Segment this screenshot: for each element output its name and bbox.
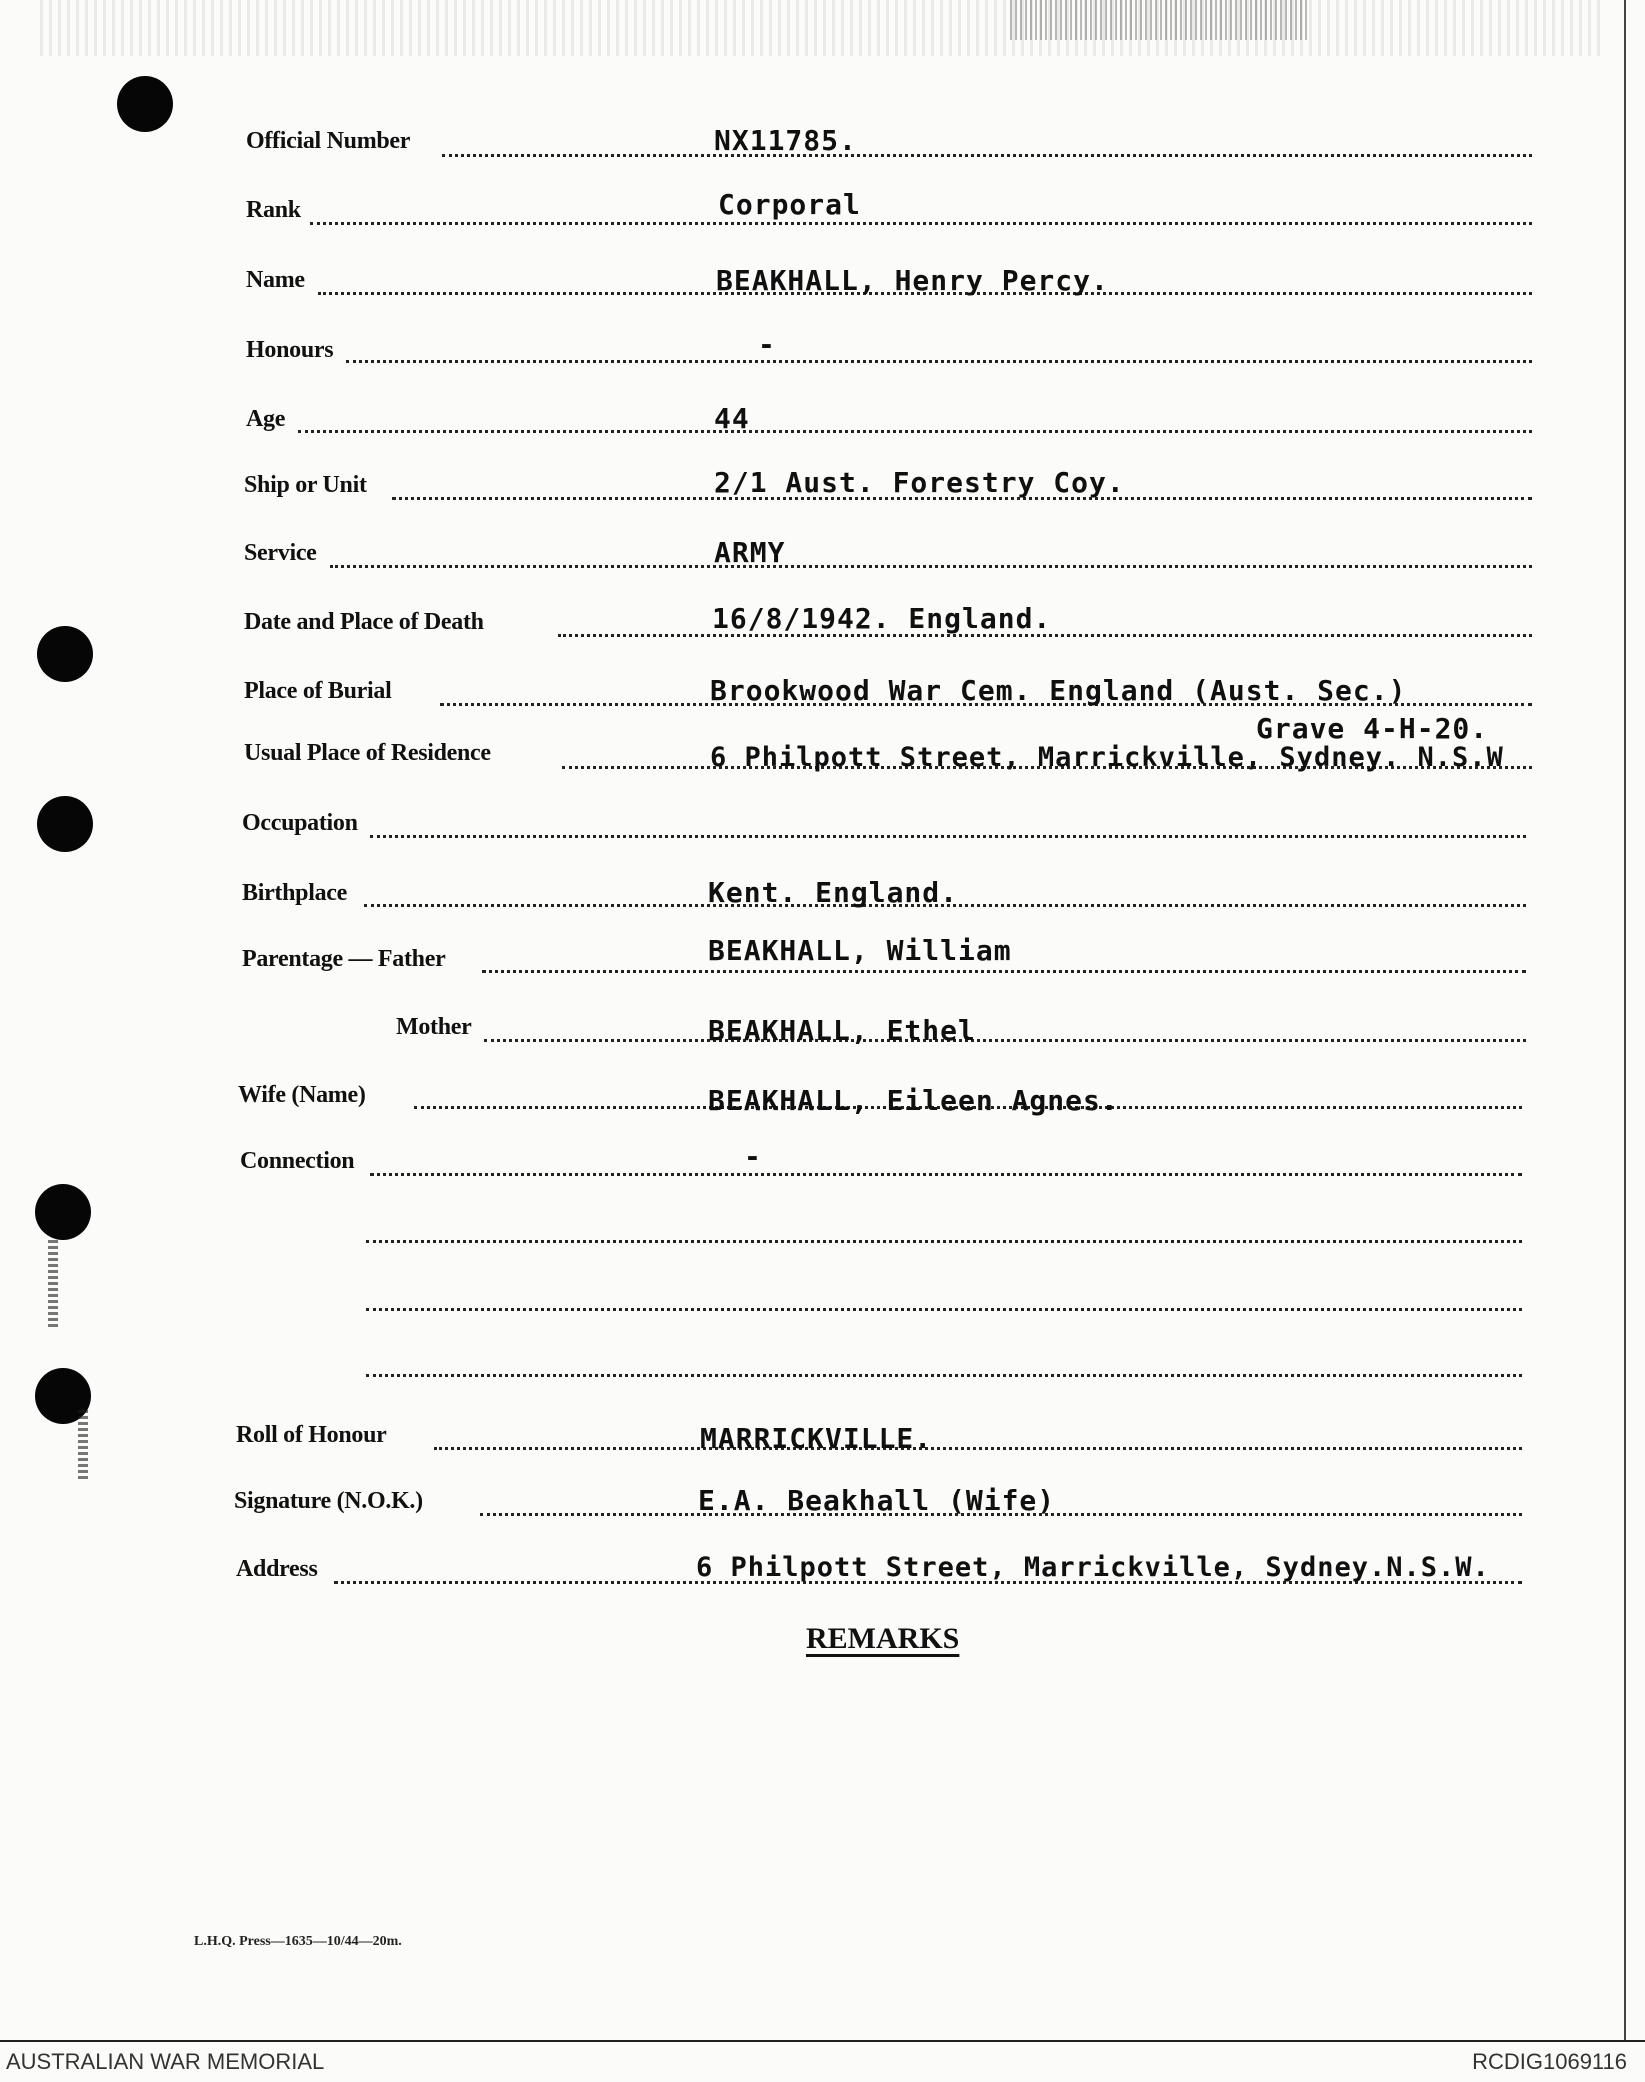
dotted-line xyxy=(370,1173,1522,1176)
field-label-father: Parentage — Father xyxy=(242,946,446,972)
field-value-birthplace: Kent. England. xyxy=(708,876,959,909)
field-value-name: BEAKHALL, Henry Percy. xyxy=(716,264,1109,297)
field-label-mother: Mother xyxy=(396,1014,472,1040)
field-value-ship-or-unit: 2/1 Aust. Forestry Coy. xyxy=(714,466,1125,499)
field-label-birthplace: Birthplace xyxy=(242,880,347,906)
field-value-father: BEAKHALL, William xyxy=(708,934,1012,967)
field-value-wife: BEAKHALL, Eileen Agnes. xyxy=(708,1084,1119,1117)
footer-archive-name: AUSTRALIAN WAR MEMORIAL xyxy=(6,2049,325,2074)
card-edge-bottom xyxy=(0,2040,1645,2042)
field-label-roll-of-honour: Roll of Honour xyxy=(236,1422,387,1448)
field-label-wife: Wife (Name) xyxy=(238,1082,366,1108)
field-label-service: Service xyxy=(244,540,317,566)
dotted-line xyxy=(298,430,1532,433)
dotted-line xyxy=(370,835,1526,838)
field-label-usual-residence: Usual Place of Residence xyxy=(244,740,491,766)
field-label-name: Name xyxy=(246,267,305,293)
field-label-connection: Connection xyxy=(240,1148,355,1174)
footer-record-id: RCDIG1069116 xyxy=(1472,2049,1627,2074)
field-value-rank: Corporal xyxy=(718,188,861,221)
field-label-ship-or-unit: Ship or Unit xyxy=(244,472,367,498)
dotted-line xyxy=(310,222,1532,225)
dotted-line xyxy=(482,970,1526,973)
field-label-official-number: Official Number xyxy=(246,128,411,154)
dotted-line xyxy=(484,1039,1526,1042)
field-value-honours: - xyxy=(758,328,776,361)
dotted-line xyxy=(366,1308,1522,1311)
field-label-honours: Honours xyxy=(246,337,334,363)
field-value-place-of-burial: Brookwood War Cem. England (Aust. Sec.) xyxy=(710,674,1407,707)
field-value-address: 6 Philpott Street, Marrickville, Sydney.N.S.W. xyxy=(696,1552,1490,1583)
field-label-signature: Signature (N.O.K.) xyxy=(234,1488,423,1514)
field-label-place-of-burial: Place of Burial xyxy=(244,678,392,704)
scan-noise-top xyxy=(40,0,1600,56)
punch-hole xyxy=(37,626,93,682)
punch-hole xyxy=(117,76,173,132)
field-value-date-place-of-death: 16/8/1942. England. xyxy=(712,602,1052,635)
field-value-official-number: NX11785. xyxy=(714,124,857,157)
press-imprint: L.H.Q. Press—1635—10/44—20m. xyxy=(194,1934,402,1949)
dotted-line xyxy=(330,565,1532,568)
dotted-line xyxy=(434,1447,1522,1450)
field-value-usual-residence: 6 Philpott Street, Marrickville, Sydney. N.S.W xyxy=(710,742,1504,773)
field-label-age: Age xyxy=(246,406,286,432)
field-value-roll-of-honour: MARRICKVILLE. xyxy=(700,1422,933,1455)
scan-smudge xyxy=(48,1240,58,1330)
punch-hole xyxy=(37,796,93,852)
dotted-line xyxy=(346,360,1532,363)
field-label-rank: Rank xyxy=(246,197,301,223)
remarks-heading: REMARKS xyxy=(806,1622,960,1655)
field-value-service: ARMY xyxy=(714,536,786,569)
dotted-line xyxy=(366,1374,1522,1377)
field-label-date-place-of-death: Date and Place of Death xyxy=(244,609,484,635)
punch-hole xyxy=(35,1184,91,1240)
field-value-grave: Grave 4-H-20. xyxy=(1256,712,1489,745)
field-value-connection: - xyxy=(744,1140,762,1173)
scan-smudge xyxy=(78,1410,88,1480)
card-edge-right xyxy=(1624,0,1626,2040)
field-label-address: Address xyxy=(236,1556,318,1582)
field-value-age: 44 xyxy=(714,402,750,435)
field-label-occupation: Occupation xyxy=(242,810,358,836)
dotted-line xyxy=(442,154,1532,157)
scan-noise-dark xyxy=(1010,0,1310,40)
dotted-line xyxy=(366,1240,1522,1243)
field-value-signature: E.A. Beakhall (Wife) xyxy=(698,1484,1056,1517)
field-value-mother: BEAKHALL, Ethel xyxy=(708,1014,976,1047)
